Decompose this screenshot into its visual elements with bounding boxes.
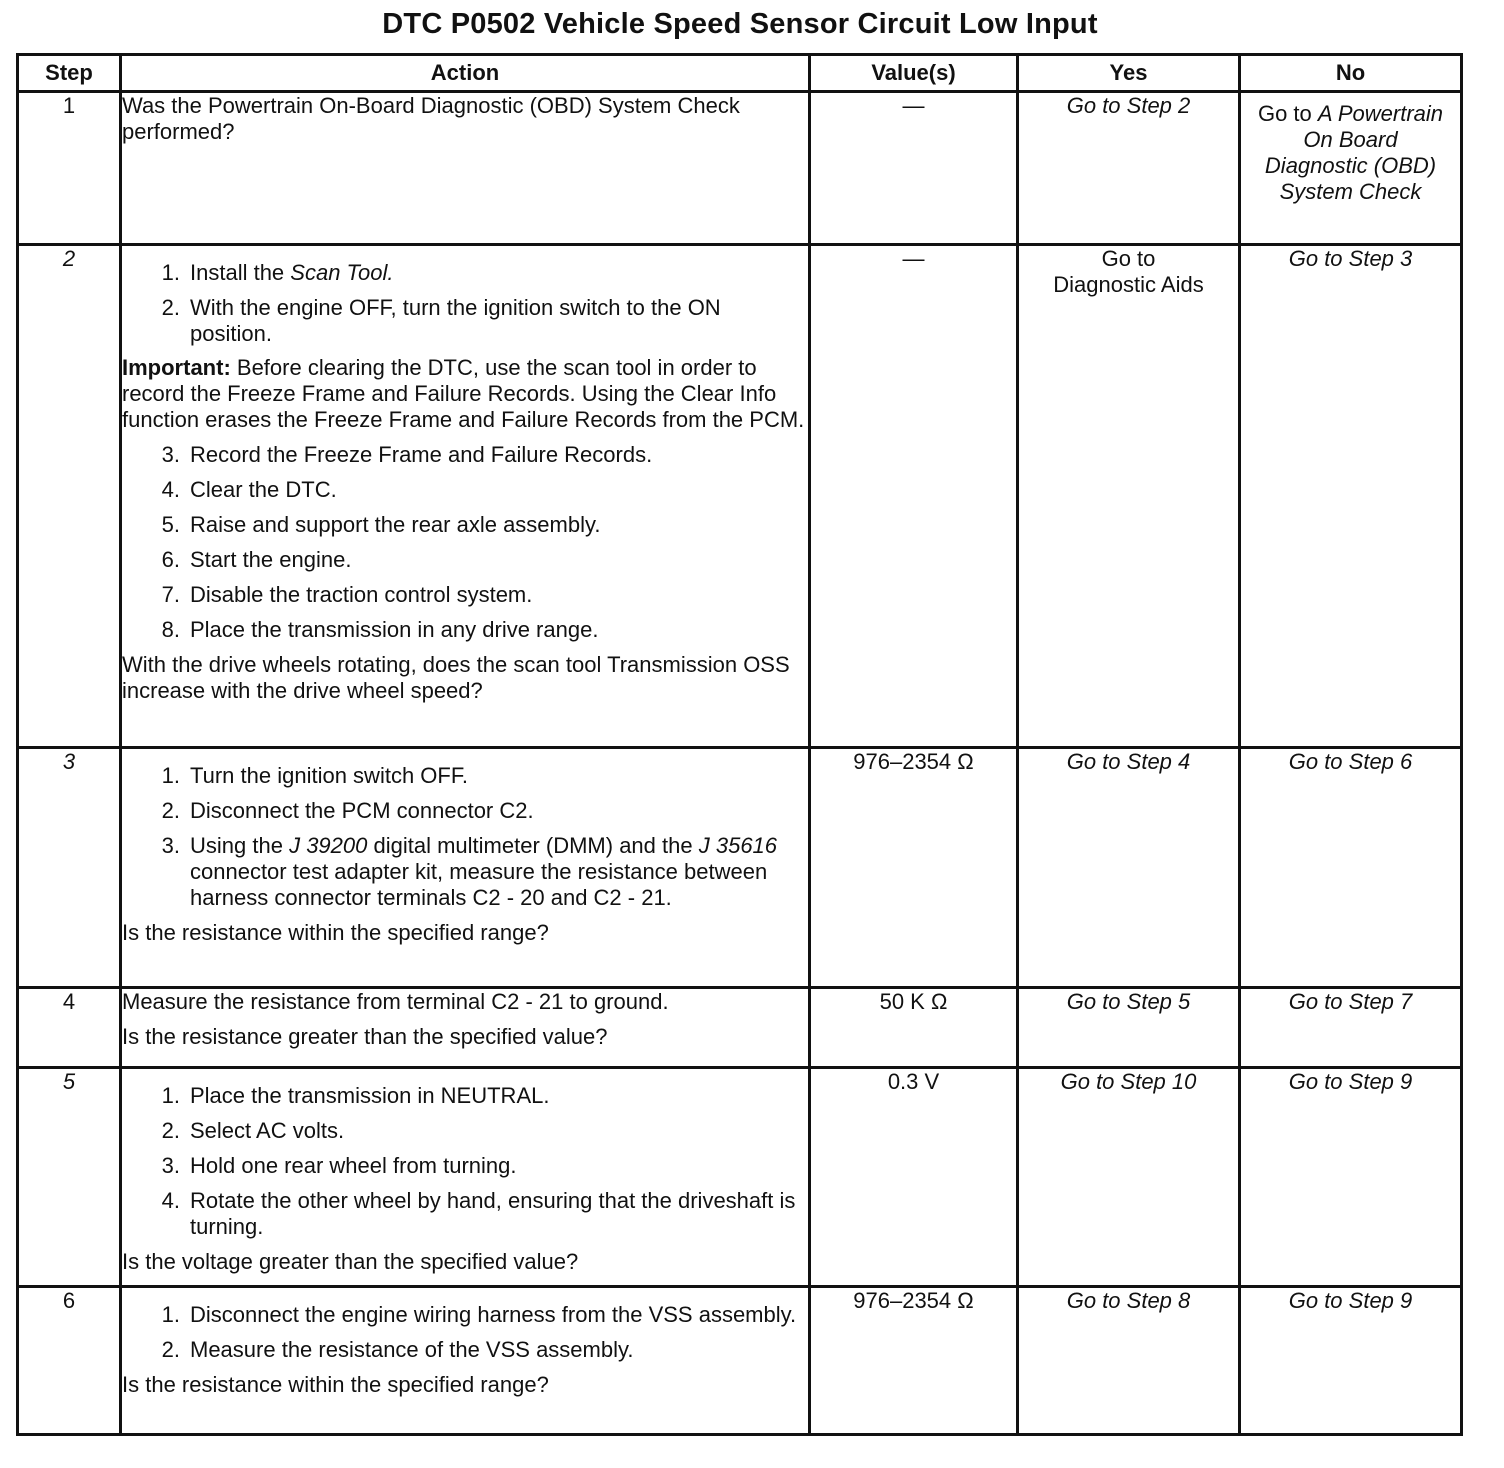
no-cell: Go to Step 7 <box>1240 988 1462 1068</box>
item-text: Hold one rear wheel from turning. <box>190 1153 517 1178</box>
item-number: 2. <box>161 798 180 823</box>
item-number: 1. <box>161 260 180 285</box>
item-text: Record the Freeze Frame and Failure Records. <box>190 442 653 467</box>
value-cell: 50 K Ω <box>810 988 1018 1068</box>
table-row-step-5 <box>18 1068 1462 1287</box>
yes-line: Diagnostic Aids <box>1053 272 1204 297</box>
no-cell: Go to Step 6 <box>1240 748 1462 988</box>
step-number: 4 <box>18 988 121 1068</box>
action-cell <box>121 748 810 988</box>
item-text: Select AC volts. <box>190 1118 345 1143</box>
list-item <box>122 833 808 911</box>
action-cell <box>121 92 810 245</box>
item-number: 5. <box>161 512 180 537</box>
item-text-part: digital multimeter (DMM) and the <box>373 833 693 858</box>
list-item <box>122 1188 808 1240</box>
no-cell <box>1240 92 1462 245</box>
item-text: With the engine OFF, turn the ignition switch to the ON position. <box>190 295 721 346</box>
item-text: Place the transmission in NEUTRAL. <box>190 1083 550 1108</box>
item-text: Measure the resistance of the VSS assembly. <box>190 1337 634 1362</box>
header-values: Value(s) <box>810 55 1018 92</box>
action-cell <box>121 1068 810 1287</box>
question-text: Is the voltage greater than the specified value? <box>122 1249 579 1274</box>
item-number: 6. <box>161 547 180 572</box>
yes-cell <box>1018 245 1240 748</box>
tool-name: Scan Tool. <box>290 260 394 285</box>
list-item <box>122 763 808 789</box>
yes-cell: Go to Step 10 <box>1018 1068 1240 1287</box>
no-cell: Go to Step 9 <box>1240 1068 1462 1287</box>
list-item <box>122 477 808 503</box>
list-item <box>122 547 808 573</box>
step-number: 6 <box>18 1287 121 1435</box>
tool-name: J 39200 <box>289 833 368 858</box>
item-number: 1. <box>161 763 180 788</box>
value-cell: 976–2354 Ω <box>810 748 1018 988</box>
yes-cell: Go to Step 4 <box>1018 748 1240 988</box>
action-cell <box>121 988 810 1068</box>
step-number: 5 <box>18 1068 121 1287</box>
no-reference: A Powertrain On Board Diagnostic (OBD) System Check <box>1264 101 1444 204</box>
table-row-step-1 <box>18 92 1462 245</box>
question-text: Is the resistance within the specified range? <box>122 1372 549 1397</box>
value-cell: 976–2354 Ω <box>810 1287 1018 1435</box>
list-item <box>122 582 808 608</box>
no-cell: Go to Step 9 <box>1240 1287 1462 1435</box>
item-number: 4. <box>161 477 180 502</box>
page-title: DTC P0502 Vehicle Speed Sensor Circuit Low Input <box>382 8 1098 40</box>
table-row-step-2 <box>18 245 1462 748</box>
yes-line: Go to <box>1101 246 1156 271</box>
header-yes: Yes <box>1018 55 1240 92</box>
item-text <box>180 260 808 286</box>
item-number: 2. <box>161 1118 180 1143</box>
list-item <box>122 1083 808 1109</box>
header-no: No <box>1240 55 1462 92</box>
action-cell <box>121 1287 810 1435</box>
list-item <box>122 1302 808 1328</box>
item-text-part: Install the <box>190 260 285 285</box>
item-number: 1. <box>161 1083 180 1108</box>
yes-cell: Go to Step 8 <box>1018 1287 1240 1435</box>
list-item <box>122 512 808 538</box>
item-number: 3. <box>161 833 180 858</box>
action-text: Measure the resistance from terminal C2 - 21 to ground. <box>122 989 669 1014</box>
table-row-step-4 <box>18 988 1462 1068</box>
item-text: Rotate the other wheel by hand, ensuring that the driveshaft is turning. <box>190 1188 796 1239</box>
no-prefix: Go to <box>1257 101 1312 126</box>
item-number: 7. <box>161 582 180 607</box>
question-text: Is the resistance within the specified range? <box>122 920 549 945</box>
question-text: Is the resistance greater than the specified value? <box>122 1024 608 1049</box>
table-row-step-6 <box>18 1287 1462 1435</box>
header-action: Action <box>121 55 810 92</box>
step-number: 1 <box>18 92 121 245</box>
header-row <box>18 55 1462 92</box>
item-number: 2. <box>161 1337 180 1362</box>
important-text: Before clearing the DTC, use the scan tool in order to record the Freeze Frame and Failure Records. Using the Clear Info function erases the Freeze Frame and Failure Records from the PCM. <box>122 355 805 432</box>
list-item <box>122 295 808 347</box>
yes-cell: Go to Step 5 <box>1018 988 1240 1068</box>
list-item <box>122 798 808 824</box>
table-row-step-3 <box>18 748 1462 988</box>
item-number: 1. <box>161 1302 180 1327</box>
item-text-part: Using the <box>190 833 283 858</box>
step-number: 3 <box>18 748 121 988</box>
item-text: Disable the traction control system. <box>190 582 533 607</box>
important-note <box>122 355 808 433</box>
item-text: Raise and support the rear axle assembly. <box>190 512 601 537</box>
value-cell: — <box>810 245 1018 748</box>
item-text: Place the transmission in any drive range. <box>190 617 599 642</box>
list-item <box>122 260 808 286</box>
question-text: With the drive wheels rotating, does the scan tool Transmission OSS increase with the drive wheel speed? <box>122 652 790 703</box>
list-item <box>122 1153 808 1179</box>
item-number: 8. <box>161 617 180 642</box>
value-cell: 0.3 V <box>810 1068 1018 1287</box>
item-text: Turn the ignition switch OFF. <box>190 763 468 788</box>
action-cell <box>121 245 810 748</box>
important-label: Important: <box>122 355 231 380</box>
item-text: Disconnect the engine wiring harness from the VSS assembly. <box>190 1302 797 1327</box>
list-item <box>122 442 808 468</box>
item-text: Start the engine. <box>190 547 352 572</box>
item-number: 3. <box>161 442 180 467</box>
diagnostic-table <box>16 53 1463 1436</box>
step-number: 2 <box>18 245 121 748</box>
header-step: Step <box>18 55 121 92</box>
list-item <box>122 1118 808 1144</box>
list-item <box>122 617 808 643</box>
list-item <box>122 1337 808 1363</box>
item-text: Clear the DTC. <box>190 477 337 502</box>
value-cell: — <box>810 92 1018 245</box>
item-number: 4. <box>161 1188 180 1213</box>
action-text: Was the Powertrain On-Board Diagnostic (OBD) System Check performed? <box>122 93 740 144</box>
item-number: 3. <box>161 1153 180 1178</box>
yes-cell: Go to Step 2 <box>1018 92 1240 245</box>
no-cell: Go to Step 3 <box>1240 245 1462 748</box>
item-text-part: connector test adapter kit, measure the resistance between harness connector terminals C2 - 20 and C2 - 21. <box>190 859 768 910</box>
item-number: 2. <box>161 295 180 320</box>
tool-name: J 35616 <box>698 833 778 858</box>
item-text: Disconnect the PCM connector C2. <box>190 798 534 823</box>
item-text <box>180 833 808 911</box>
